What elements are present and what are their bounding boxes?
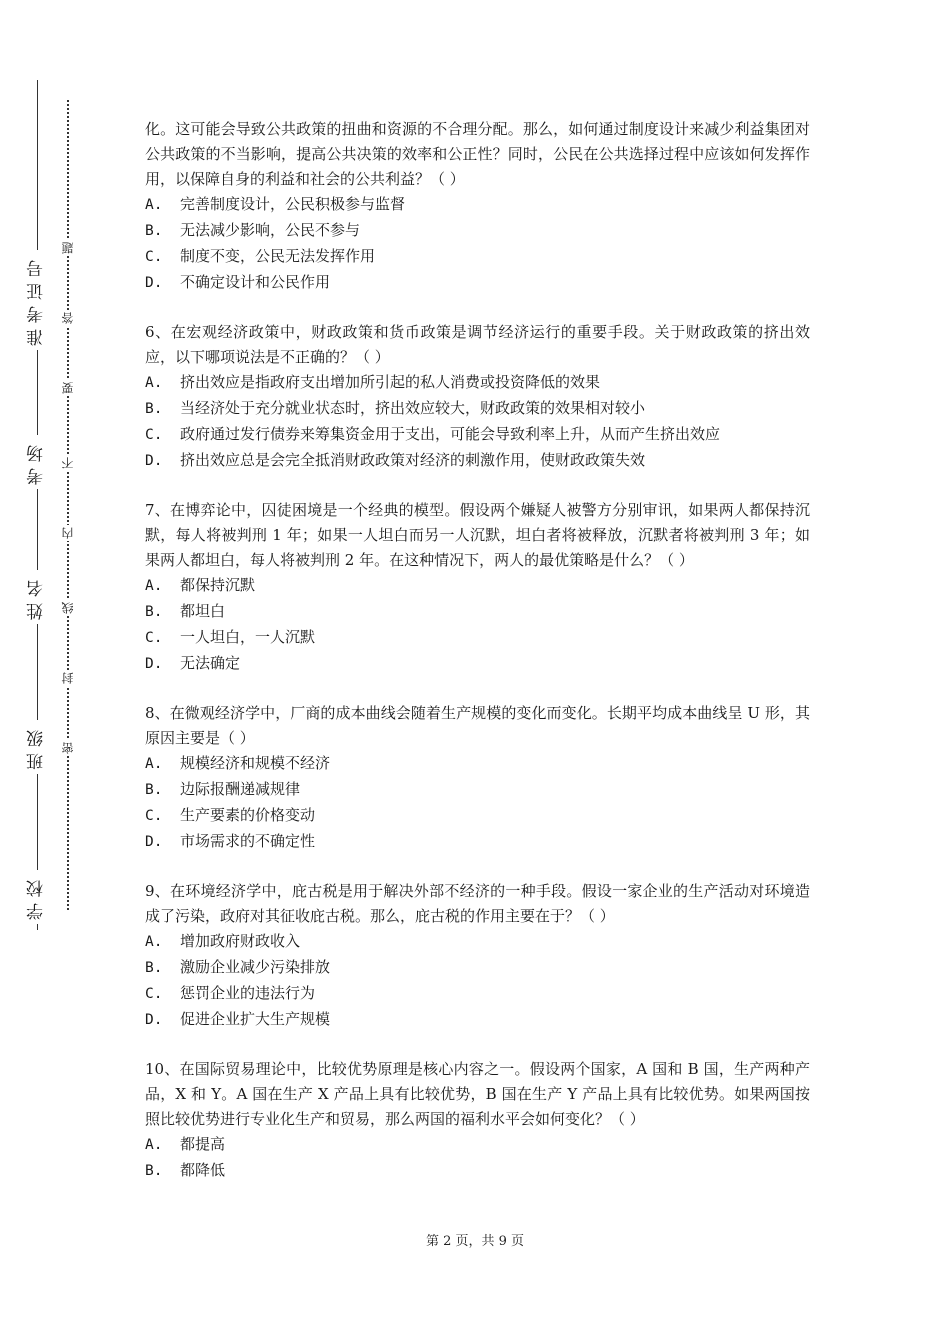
seal-line [60, 100, 76, 910]
option-letter: B. [145, 1163, 163, 1179]
seal-dotted-line [67, 100, 69, 910]
option-letter: D. [145, 1012, 163, 1028]
question-stem: 10、在国际贸易理论中，比较优势原理是核心内容之一。假设两个国家，A 国和 B 国，生产两种产品，X 和 Y。A 国在生产 X 产品上具有比较优势，B 国在生产 Y 产品上具有比较优势。如果两国按照比较优势进行专业化生产和贸易，那么两国的福利水平会如何变化？（ ） [145, 1060, 810, 1128]
option-text: 生产要素的价格变动 [179, 806, 315, 824]
seal-char: 线 [61, 602, 75, 614]
option-text: 都保持沉默 [179, 576, 255, 594]
seal-char: 答 [61, 312, 75, 324]
option-text: 政府通过发行债券来筹集资金用于支出，可能会导致利率上升，从而产生挤出效应 [179, 425, 720, 443]
option-text: 都提高 [179, 1135, 225, 1153]
option-text: 市场需求的不确定性 [179, 832, 315, 850]
option-letter: A. [145, 1137, 163, 1153]
option-letter: A. [145, 375, 163, 391]
option-letter: A. [145, 934, 163, 950]
field-school: 学校 [24, 870, 50, 924]
option-letter: A. [145, 578, 163, 594]
question-stem: 6、在宏观经济政策中，财政政策和货币政策是调节经济运行的重要手段。关于财政政策的挤出效应，以下哪项说法是不正确的？（ ） [145, 323, 810, 366]
option-a[interactable] [145, 573, 810, 599]
option-letter: C. [145, 808, 163, 824]
option-text: 激励企业减少污染排放 [179, 958, 330, 976]
page-footer: 第 2 页，共 9 页 [425, 1234, 525, 1249]
field-name: 姓名 [24, 570, 50, 624]
option-letter: C. [145, 249, 163, 265]
option-text: 当经济处于充分就业状态时，挤出效应较大，财政政策的效果相对较小 [179, 399, 645, 417]
question-10 [145, 1057, 810, 1184]
field-class: 班级 [24, 720, 50, 774]
option-text: 挤出效应是指政府支出增加所引起的私人消费或投资降低的效果 [179, 373, 600, 391]
option-d[interactable] [145, 651, 810, 677]
question-6 [145, 320, 810, 474]
option-letter: C. [145, 630, 163, 646]
option-text: 无法减少影响，公民不参与 [179, 221, 360, 239]
option-letter: A. [145, 756, 163, 772]
option-text: 惩罚企业的违法行为 [179, 984, 315, 1002]
option-letter: C. [145, 986, 163, 1002]
option-letter: A. [145, 197, 163, 213]
option-letter: B. [145, 401, 163, 417]
option-text: 都坦白 [179, 602, 225, 620]
option-text: 增加政府财政收入 [179, 932, 300, 950]
question-9 [145, 879, 810, 1033]
option-b[interactable] [145, 396, 810, 422]
question-8 [145, 701, 810, 855]
option-text: 都降低 [179, 1161, 225, 1179]
option-c[interactable] [145, 981, 810, 1007]
option-text: 制度不变，公民无法发挥作用 [179, 247, 375, 265]
option-b[interactable] [145, 777, 810, 803]
option-a[interactable] [145, 751, 810, 777]
option-a[interactable] [145, 370, 810, 396]
option-a[interactable] [145, 1132, 810, 1158]
option-letter: C. [145, 427, 163, 443]
option-letter: B. [145, 604, 163, 620]
option-letter: D. [145, 453, 163, 469]
option-letter: D. [145, 834, 163, 850]
option-d[interactable] [145, 829, 810, 855]
option-c[interactable] [145, 803, 810, 829]
question-stem: 化。这可能会导致公共政策的扭曲和资源的不合理分配。那么，如何通过制度设计来减少利益集团对公共政策的不当影响，提高公共决策的效率和公正性？同时，公民在公共选择过程中应该如何发挥作用，以保障自身的利益和社会的公共利益？（ ） [145, 120, 810, 188]
field-exam-room: 考场 [24, 435, 50, 489]
question-stem: 7、在博弈论中，囚徒困境是一个经典的模型。假设两个嫌疑人被警方分别审讯，如果两人都保持沉默，每人将被判刑 1 年；如果一人坦白而另一人沉默，坦白者将被释放，沉默者将被判刑 3 年；如果两人都坦白，每人将被判刑 2 年。在这种情况下，两人的最优策略是什么？（ ） [145, 501, 810, 569]
option-a[interactable] [145, 192, 810, 218]
option-c[interactable] [145, 625, 810, 651]
option-text: 规模经济和规模不经济 [179, 754, 330, 772]
question-7 [145, 498, 810, 677]
question-stem: 9、在环境经济学中，庇古税是用于解决外部不经济的一种手段。假设一家企业的生产活动对环境造成了污染，政府对其征收庇古税。那么，庇古税的作用主要在于？（ ） [145, 882, 810, 925]
option-text: 完善制度设计，公民积极参与监督 [179, 195, 405, 213]
seal-char: 不 [61, 457, 75, 469]
binding-solid-line [37, 80, 38, 930]
seal-char: 封 [61, 672, 75, 684]
question-stem: 8、在微观经济学中，厂商的成本曲线会随着生产规模的变化而变化。长期平均成本曲线呈 U 形，其原因主要是（ ） [145, 704, 810, 747]
option-text: 挤出效应总是会完全抵消财政政策对经济的刺激作用，使财政政策失效 [179, 451, 645, 469]
option-a[interactable] [145, 929, 810, 955]
option-b[interactable] [145, 218, 810, 244]
option-c[interactable] [145, 244, 810, 270]
option-c[interactable] [145, 422, 810, 448]
option-d[interactable] [145, 448, 810, 474]
seal-char: 要 [61, 382, 75, 394]
field-exam-number: 准考证号 [24, 250, 50, 350]
question-5-continued [145, 117, 810, 296]
option-letter: D. [145, 656, 163, 672]
option-letter: B. [145, 782, 163, 798]
option-text: 边际报酬递减规律 [179, 780, 300, 798]
option-d[interactable] [145, 1007, 810, 1033]
seal-char: 密 [61, 742, 75, 754]
option-letter: D. [145, 275, 163, 291]
option-text: 无法确定 [179, 654, 240, 672]
option-text: 促进企业扩大生产规模 [179, 1010, 330, 1028]
option-b[interactable] [145, 1158, 810, 1184]
option-letter: B. [145, 223, 163, 239]
seal-char: 内 [61, 527, 75, 539]
option-letter: B. [145, 960, 163, 976]
option-b[interactable] [145, 955, 810, 981]
seal-char: 题 [61, 242, 75, 254]
option-d[interactable] [145, 270, 810, 296]
binding-info-fields [22, 80, 52, 930]
option-text: 不确定设计和公民作用 [179, 273, 330, 291]
question-list [145, 117, 810, 1208]
option-text: 一人坦白，一人沉默 [179, 628, 315, 646]
option-b[interactable] [145, 599, 810, 625]
